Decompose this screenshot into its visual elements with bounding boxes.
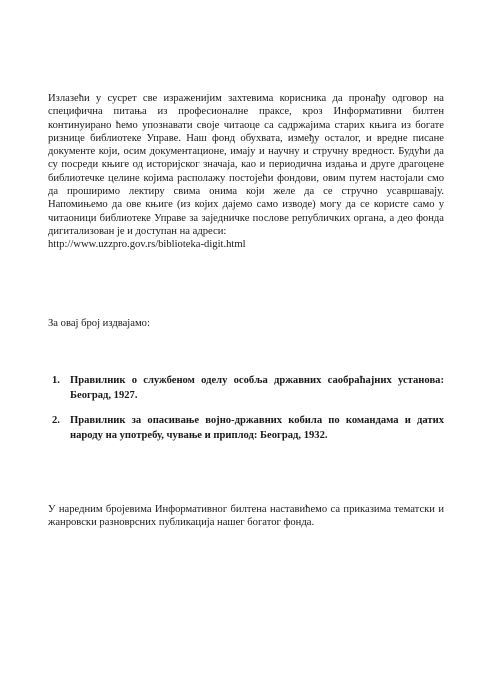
list-item-number: 2. (52, 415, 60, 426)
intro-text: Излазећи у сусрет све израженијим захтевима корисника да пронађу одговор на специфична питања из професионалне праксе, кроз Информативни билтен континуирано ћемо упознавати своје читаоце са садржајима старих књига из богате ризнице библиотеке Управе. Наш фонд обухвата, између осталог, и вредне писане документе који, осим документационе, имају и научну и стручну вредност. Будући да су посреди књиге од историјског значаја, као и периодична издања и друге драгоцене библиотечке целине којима располажу постојећи фондови, овим путем настојали смо да проширимо лектиру свима онима који желе да се стручно усавршавају. Напомињемо да ове књиге (из којих дајемо само изводе) могу да се користе само у читаоници библиотеке Управе за заједничке послове републичких органа, а део фонда дигитализован је и доступан на адреси: (48, 93, 444, 237)
intro-paragraph (48, 92, 444, 252)
list-item (52, 374, 444, 403)
publication-list (52, 374, 444, 443)
library-url-link[interactable]: http://www.uzzpro.gov.rs/biblioteka-digit.html (48, 239, 246, 251)
list-item (52, 414, 444, 443)
highlight-label: За овај број издвајамо: (48, 318, 150, 329)
list-item-number: 1. (52, 375, 60, 386)
publication-title: Правилник за опасивање војно-државних кобила по командама и датих народу на употребу, чување и приплод: Београд, 1932. (70, 415, 444, 441)
publication-title: Правилник о службеном оделу особља државних саобраћајних установа: Београд, 1927. (70, 375, 444, 401)
outro-paragraph: У наредним бројевима Информативног билтена наставићемо са приказима тематски и жанровски разноврсних публикација нашег богатог фонда. (48, 504, 444, 529)
